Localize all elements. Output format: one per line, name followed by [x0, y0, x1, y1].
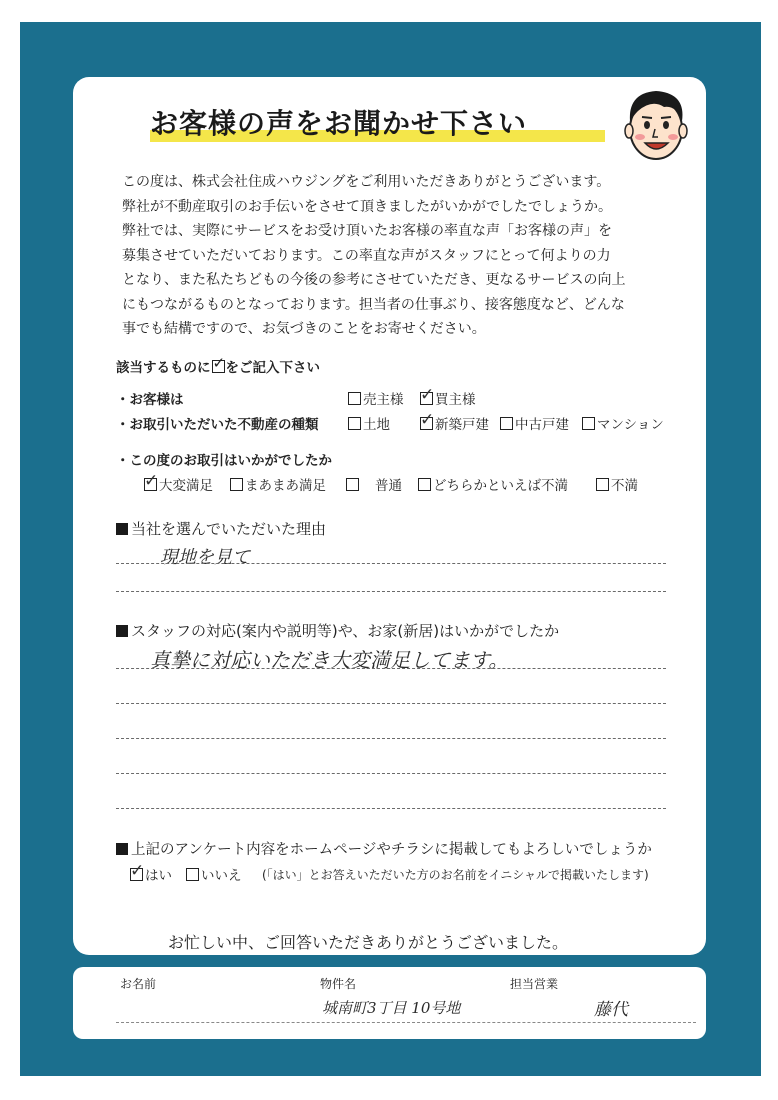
option-land[interactable]: 土地 [348, 413, 390, 433]
staff-value[interactable]: 藤代 [594, 1000, 628, 1020]
section-staff-title: スタッフの対応(案内や説明等)や、お家(新居)はいかがでしたか [116, 620, 559, 641]
option-very-satisfied[interactable]: ✓ 大変満足 [144, 474, 213, 494]
answer-line [116, 738, 666, 739]
option-somewhat-satisfied[interactable]: まあまあ満足 [230, 474, 326, 494]
answer-line [116, 703, 666, 704]
checkbox[interactable] [230, 478, 243, 491]
intro-line: 弊社では、実際にサービスをお受け頂いたお客様の率直な声「お客様の声」を [122, 223, 612, 239]
checkbox-checked[interactable] [130, 868, 143, 881]
option-new-house[interactable]: ✓ 新築戸建 [420, 413, 489, 433]
staff-label: 担当営業 [510, 977, 559, 991]
q-satisfaction-label: ・この度のお取引はいかがでしたか [116, 453, 332, 469]
instruction: 該当するものに✓ をご記入下さい [116, 356, 320, 376]
name-label: お名前 [120, 977, 157, 991]
intro-line: 事でも結構ですので、お気づきのことをお寄せください。 [122, 321, 486, 337]
option-buyer[interactable]: ✓ 買主様 [420, 388, 476, 408]
option-yes[interactable]: ✓ はい [130, 864, 172, 884]
property-value[interactable]: 城南町3丁目 10号地 [322, 999, 461, 1017]
intro-line: 募集させていただいております。この率直な声がスタッフにとって何よりの力 [122, 247, 611, 264]
checkbox[interactable] [582, 417, 595, 430]
section-publish-title: 上記のアンケート内容をホームページやチラシに掲載してもよろしいでしょうか [116, 838, 652, 859]
option-neutral[interactable]: 普通 [346, 474, 402, 494]
checkbox[interactable] [348, 392, 361, 405]
checkbox-checked[interactable] [420, 417, 433, 430]
intro-text [122, 170, 682, 342]
property-label: 物件名 [320, 977, 357, 991]
intro-line: この度は、株式会社住成ハウジングをご利用いただきありがとうございます。 [122, 174, 611, 190]
answer-reason[interactable]: 現地を見て [160, 547, 250, 568]
section-reason-title: 当社を選んでいただいた理由 [116, 518, 326, 539]
option-somewhat-dissatisfied[interactable]: どちらかといえば不満 [418, 474, 568, 494]
answer-line [116, 591, 666, 592]
checkbox[interactable] [346, 478, 359, 491]
option-no[interactable]: いいえ [186, 864, 242, 884]
option-dissatisfied[interactable]: 不満 [596, 474, 638, 494]
answer-staff[interactable]: 真摯に対応いただき大変満足してます。 [150, 648, 509, 672]
answer-line [116, 773, 666, 774]
answer-line [116, 668, 666, 669]
smiling-man-face-icon [620, 85, 690, 165]
answer-line [116, 808, 666, 809]
intro-line: 弊社が不動産取引のお手伝いをさせて頂きましたがいかがでしたでしょうか。 [122, 198, 612, 215]
answer-line [116, 563, 666, 564]
option-mansion[interactable]: マンション [582, 413, 664, 433]
checkbox-checked[interactable] [420, 392, 433, 405]
checkbox-checked[interactable] [144, 478, 157, 491]
option-seller[interactable]: 売主様 [348, 388, 404, 408]
option-used-house[interactable]: 中古戸建 [500, 413, 569, 433]
checkbox[interactable] [186, 868, 199, 881]
name-card-line [116, 1022, 696, 1023]
checkbox[interactable] [418, 478, 431, 491]
q-property-label: ・お取引いただいた不動産の種類 [116, 417, 319, 433]
page-title: お客様の声をお聞かせ下さい [150, 107, 528, 140]
intro-line: となり、また私たちどもの今後の参考にさせていただき、更なるサービスの向上 [122, 272, 626, 288]
checkbox-sample-icon [212, 360, 225, 373]
q-customer-label: ・お客様は [116, 392, 184, 408]
checkbox[interactable] [500, 417, 513, 430]
publish-note: (「はい」とお答えいただいた方のお名前をイニシャルで掲載いたします) [262, 868, 649, 882]
checkbox[interactable] [596, 478, 609, 491]
thanks-message: お忙しい中、ご回答いただきありがとうございました。 [168, 933, 569, 952]
checkbox[interactable] [348, 417, 361, 430]
intro-line: にもつながるものとなっております。担当者の仕事ぶり、接客態度など、どんな [122, 296, 625, 313]
